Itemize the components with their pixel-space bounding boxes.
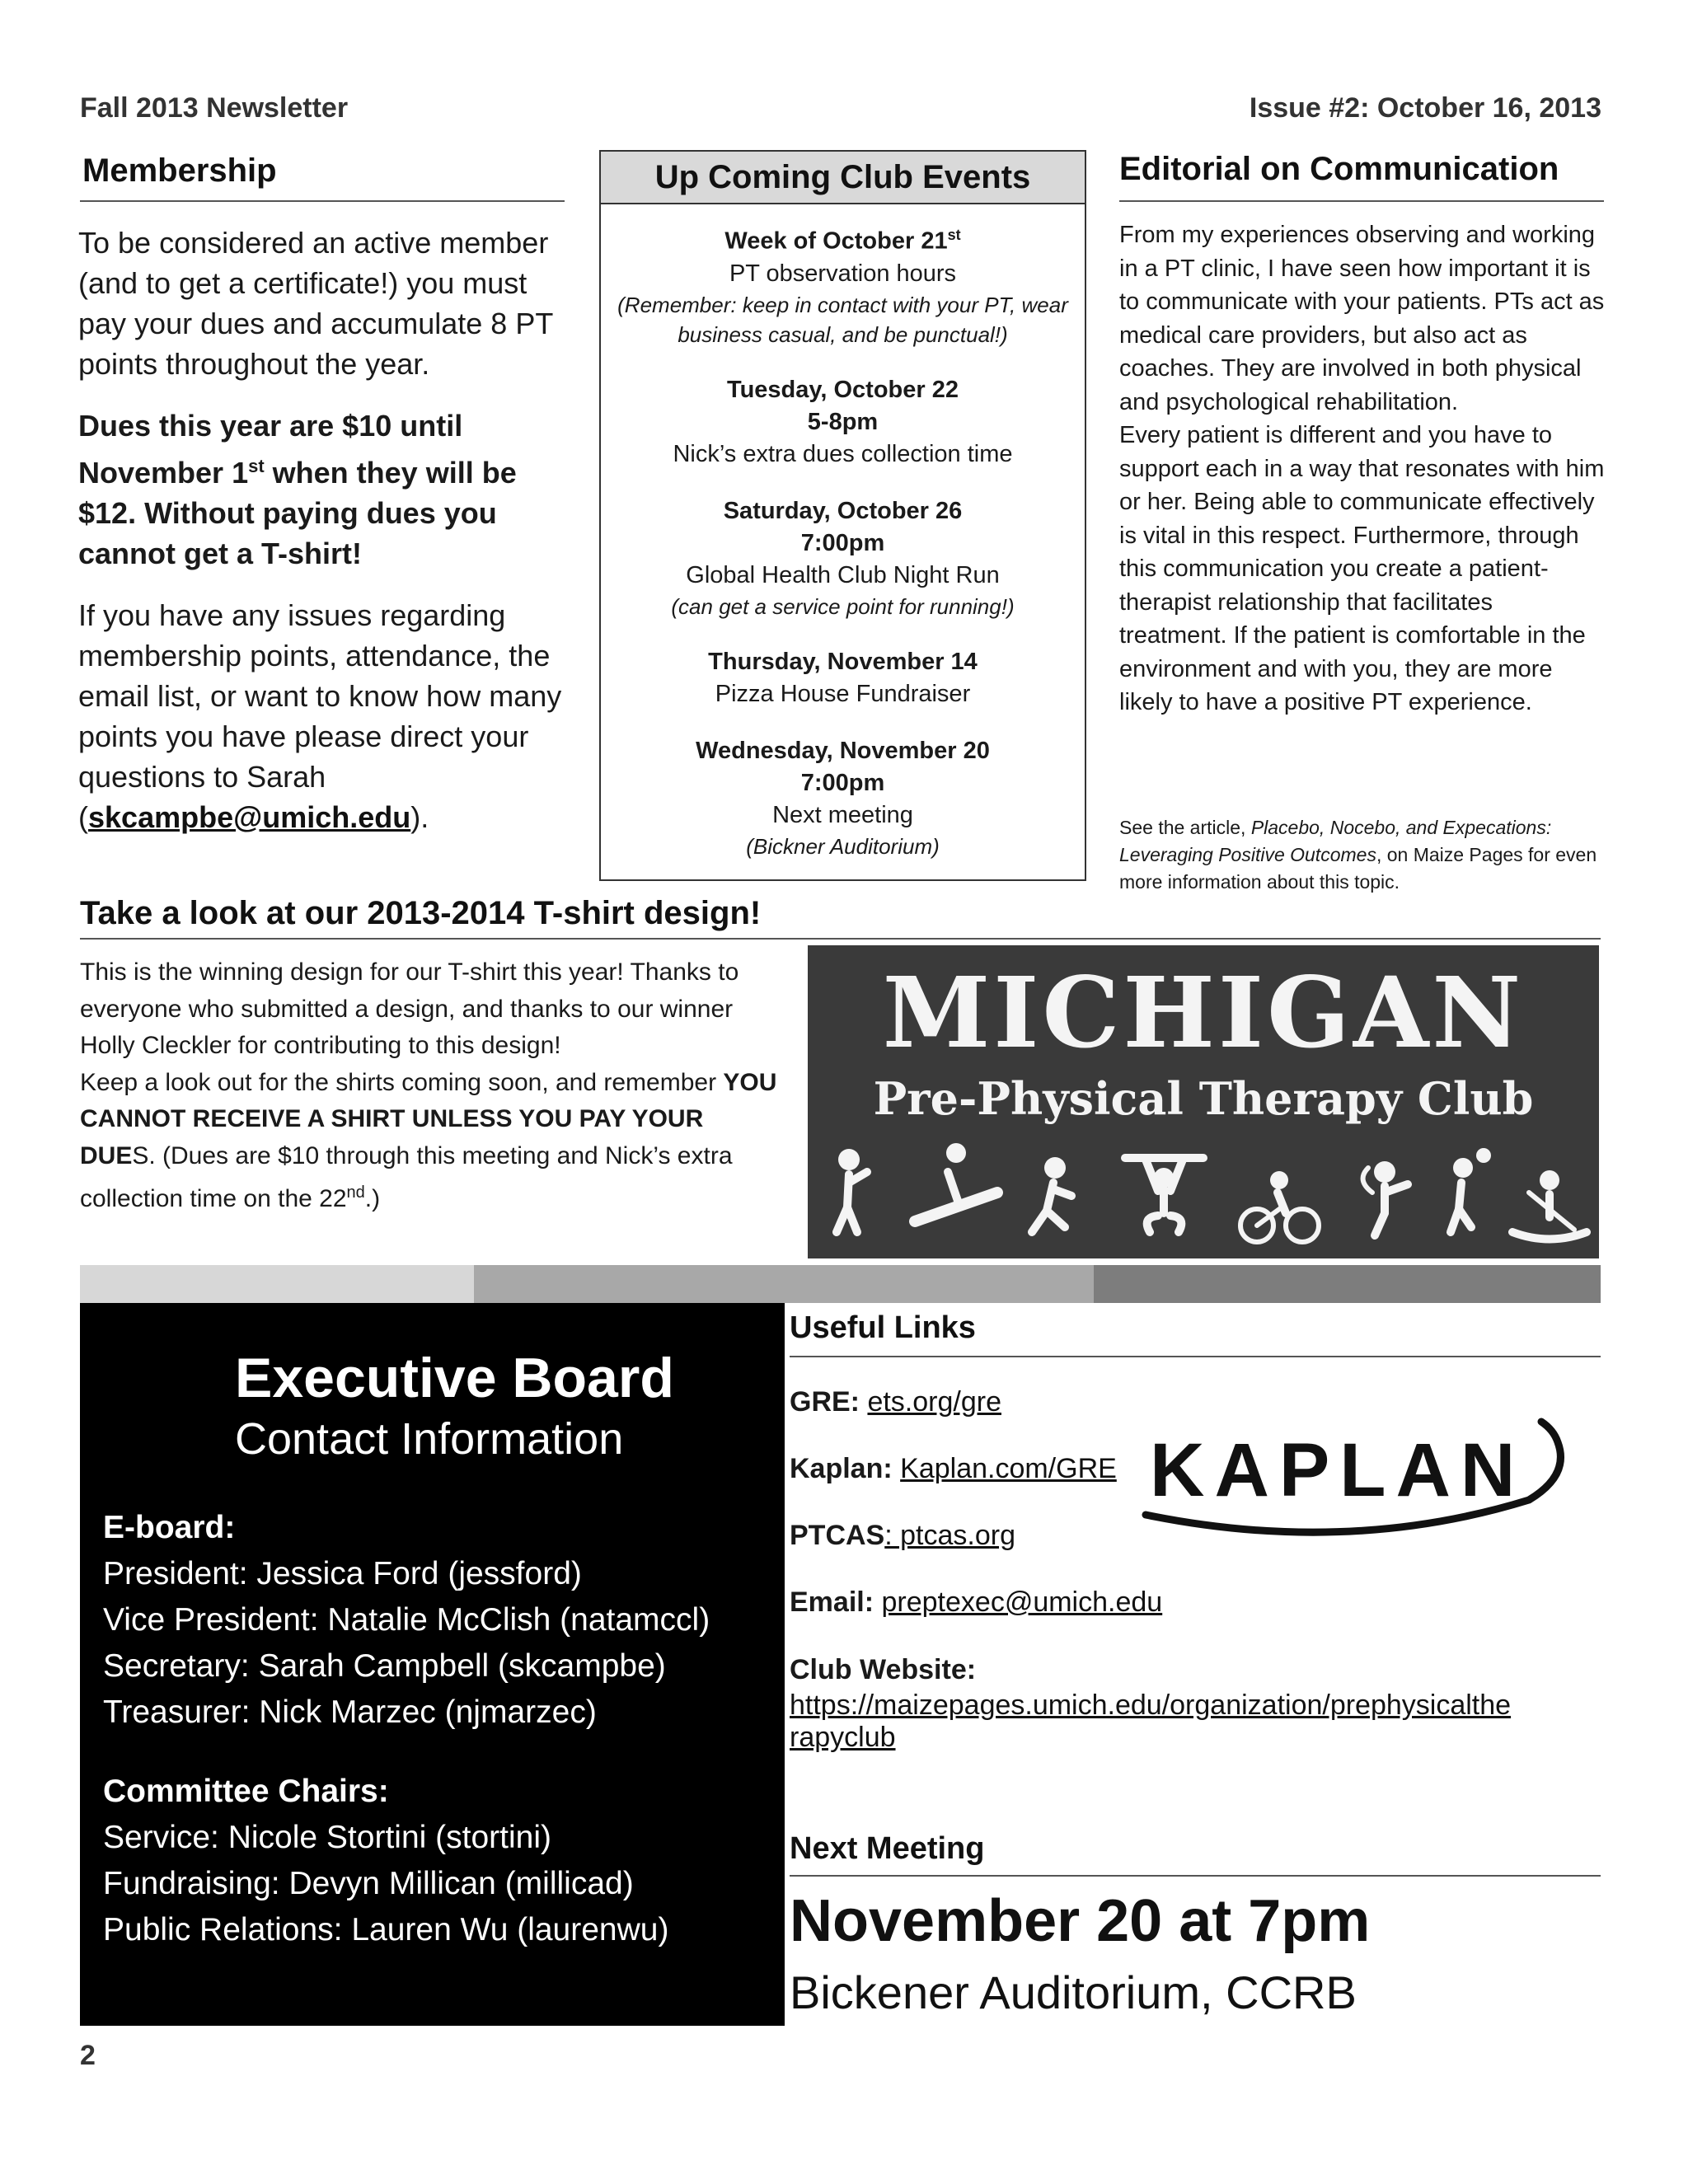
banner-subtitle: Pre-Physical Therapy Club [873, 1072, 1534, 1125]
event-time: 7:00pm [800, 529, 885, 556]
chair-member: Public Relations: Lauren Wu (laurenwu) [103, 1912, 669, 1947]
editorial-p2: Every patient is different and you have to support each in a way that resonates with him or her. Being able to communicate effectively is vital in this respect. Furthermore, through this communication you create a patient-therapist relationship that facilitates treatment. If the patient is comfortable in the environment and with you, they are more likely to have a positive PT experience. [1119, 422, 1605, 715]
divider-bar-dark [1094, 1265, 1601, 1303]
chairs-label: Committee Chairs: [103, 1774, 389, 1809]
kaplan-logo-text: KAPLAN [1150, 1428, 1526, 1512]
tshirt-p2-b: S. (Dues are $10 through this meeting and Nick’s extra collection time on the 22 [80, 1141, 733, 1212]
editorial-body [1119, 218, 1606, 719]
membership-title: Membership [82, 152, 277, 189]
event-item [601, 219, 1085, 349]
email-label: Email: [790, 1586, 874, 1618]
issue-date: Issue #2: October 16, 2013 [1249, 92, 1601, 124]
membership-dues [78, 405, 573, 574]
exec-body [103, 1505, 779, 1986]
membership-body [78, 223, 573, 859]
gre-row [790, 1386, 1001, 1418]
kaplan-label: Kaplan: [790, 1453, 893, 1484]
tshirt-body [80, 954, 781, 1218]
note-a: See the article, [1119, 817, 1251, 838]
divider-bar-mid [474, 1265, 1094, 1303]
event-item [601, 735, 1085, 861]
dues-text-a: Dues this year are $10 until November 1 [78, 409, 463, 490]
event-note: (can get a service point for running!) [671, 593, 1015, 619]
editorial-p1: From my experiences observing and working in a PT clinic, I have seen how important it is to communicate with your patients. PTs act as medical care providers, but also act as coaches. They are involved in both physical and psychological rehabilitation. [1119, 222, 1605, 415]
event-date: Saturday, October 26 [723, 497, 963, 524]
membership-p1: To be considered an active member (and to get a certificate!) you must pay your dues and accumulate 8 PT points throughout the year. [78, 226, 553, 381]
exec-title: Executive Board [235, 1347, 674, 1409]
event-time: 7:00pm [800, 769, 885, 796]
events-title: Up Coming Club Events [601, 152, 1085, 204]
event-date-sup: st [947, 227, 961, 243]
event-desc: Nick’s extra dues collection time [673, 440, 1013, 467]
kaplan-link[interactable]: Kaplan.com/GRE [900, 1453, 1117, 1484]
event-desc: PT observation hours [729, 260, 957, 287]
event-date: Thursday, November 14 [708, 648, 978, 675]
newsletter-title: Fall 2013 Newsletter [80, 92, 349, 124]
editorial-title: Editorial on Communication [1119, 151, 1559, 187]
event-item [601, 495, 1085, 621]
event-date: Tuesday, October 22 [727, 376, 959, 403]
dues-sup: st [248, 456, 265, 476]
chair-member: Service: Nicole Stortini (stortini) [103, 1820, 551, 1855]
dues-text-b: when they will be $12. Without paying dues you cannot get a T-shirt! [78, 456, 517, 570]
links-title: Useful Links [790, 1310, 976, 1345]
events-box [599, 150, 1086, 881]
sport-icons [808, 1135, 1599, 1258]
event-item [601, 374, 1085, 471]
executive-board-panel [80, 1303, 785, 2026]
exec-subtitle: Contact Information [235, 1414, 624, 1464]
kaplan-logo [1142, 1409, 1578, 1558]
site-url-line2: rapyclub [790, 1722, 896, 1753]
event-desc: Pizza House Fundraiser [715, 680, 971, 707]
eboard-label: E-board: [103, 1510, 236, 1545]
kaplan-row [790, 1453, 1117, 1485]
event-date: Wednesday, November 20 [696, 737, 990, 764]
tshirt-title: Take a look at our 2013-2014 T-shirt design! [80, 895, 762, 931]
event-note: (Bickner Auditorium) [746, 833, 940, 859]
tshirt-p2-bold: YOU CANNOT RECEIVE A SHIRT UNLESS YOU PAY YOUR DUE [80, 1068, 777, 1169]
ptcas-row [790, 1520, 1015, 1552]
tshirt-p2-end: .) [364, 1185, 381, 1212]
email-row [790, 1586, 1162, 1619]
note-b: , on Maize Pages for even more information about this topic. [1119, 844, 1597, 893]
next-meeting-rule [790, 1875, 1601, 1877]
membership-p3-end: ). [410, 800, 429, 834]
chairs-group [103, 1769, 779, 1953]
event-desc: Global Health Club Night Run [686, 561, 1000, 588]
club-website-link[interactable] [790, 1690, 1511, 1753]
site-url-line1: https://maizepages.umich.edu/organization/prephysicalthe [790, 1690, 1512, 1721]
membership-rule [80, 200, 565, 202]
membership-p3-text: If you have any issues regarding membership points, attendance, the email list, or want to know how many points you have please direct your questions to Sarah ( [78, 598, 562, 834]
event-time: 5-8pm [807, 408, 879, 435]
event-note: (Remember: keep in contact with your PT, wear business casual, and be punctual!) [617, 292, 1068, 347]
tshirt-p2-a: Keep a look out for the shirts coming soon, and remember [80, 1068, 724, 1096]
next-meeting-date: November 20 at 7pm [790, 1888, 1371, 1954]
event-item [601, 646, 1085, 710]
chair-member: Fundraising: Devyn Millican (millicad) [103, 1866, 634, 1901]
eboard-member: Treasurer: Nick Marzec (njmarzec) [103, 1694, 597, 1730]
banner-title: MICHIGAN [882, 955, 1525, 1070]
gre-label: GRE: [790, 1386, 860, 1418]
eboard-member: President: Jessica Ford (jessford) [103, 1556, 582, 1591]
eboard-member: Vice President: Natalie McClish (natamccl) [103, 1602, 710, 1638]
tshirt-p2 [80, 1065, 781, 1218]
site-url-row [790, 1690, 1511, 1754]
ptcas-label: PTCAS [790, 1520, 885, 1551]
article-title: Placebo, Nocebo, and Expecations: Leveraging Positive Outcomes [1119, 817, 1552, 865]
editorial-note [1119, 814, 1606, 896]
site-label: Club Website: [790, 1654, 977, 1685]
sarah-email-link[interactable]: skcampbe@umich.edu [88, 800, 411, 834]
eboard-group [103, 1505, 779, 1736]
next-meeting-place: Bickener Auditorium, CCRB [790, 1966, 1357, 2018]
club-banner [808, 945, 1599, 1258]
editorial-rule [1119, 200, 1604, 202]
tshirt-p2-sup: nd [346, 1183, 365, 1202]
event-desc: Next meeting [772, 801, 913, 828]
eboard-member: Secretary: Sarah Campbell (skcampbe) [103, 1648, 666, 1684]
site-row [790, 1654, 976, 1686]
next-meeting-title: Next Meeting [790, 1831, 985, 1866]
divider-bar-light [80, 1265, 474, 1303]
email-link[interactable]: preptexec@umich.edu [881, 1586, 1163, 1618]
tshirt-rule [80, 938, 1601, 940]
ptcas-link[interactable]: : ptcas.org [884, 1520, 1015, 1551]
membership-p3 [78, 595, 573, 837]
tshirt-p1: This is the winning design for our T-shirt this year! Thanks to everyone who submitted a design, and thanks to our winner Holly Cleckler for contributing to this design! [80, 958, 739, 1059]
links-rule [790, 1356, 1601, 1357]
page-number: 2 [80, 2040, 96, 2071]
event-date: Week of October 21 [724, 227, 948, 255]
gre-link[interactable]: ets.org/gre [867, 1386, 1001, 1418]
events-list [601, 204, 1085, 861]
